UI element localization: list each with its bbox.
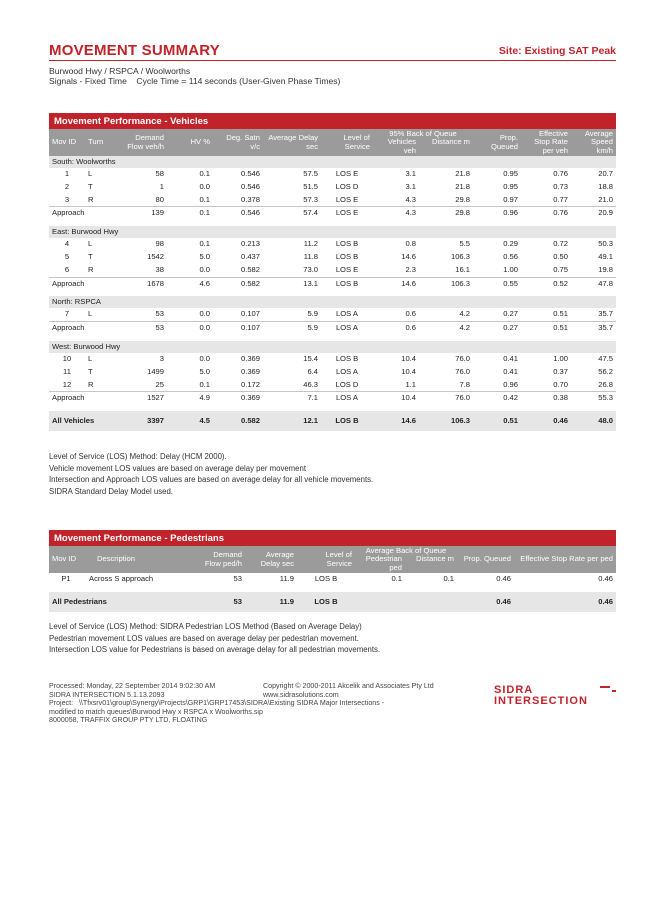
cell-demand-flow: 58 xyxy=(155,169,164,178)
location-label: Burwood Hwy / RSPCA / Woolworths xyxy=(49,66,191,76)
cell-stop-rate: 0.38 xyxy=(521,392,571,405)
cell-stop-rate: 0.70 xyxy=(553,379,568,389)
table-row xyxy=(49,181,616,194)
cell-total-pedestrian xyxy=(355,592,405,612)
logo-dash-icon xyxy=(612,690,616,692)
cell-mov-id: 7 xyxy=(64,309,70,319)
cell-demand-flow: 53 xyxy=(233,574,242,583)
cell-total-prop-queued: 0.46 xyxy=(457,592,514,612)
header-divider xyxy=(49,60,616,61)
pedestrians-header-row xyxy=(49,546,616,573)
cell-mov-id: 2 xyxy=(64,181,70,191)
col-prop-queued: Prop. Queued xyxy=(473,129,521,156)
cell-queue-vehicles: 14.6 xyxy=(373,277,419,290)
cell-hv: 0.1 xyxy=(199,169,210,178)
cell-total-stop-rate: 0.46 xyxy=(514,592,616,612)
cell-total-demand-flow: 3397 xyxy=(115,411,167,431)
footer-copyright: Copyright © 2000-2011 Akcelik and Associates Pty Ltd xyxy=(263,682,434,690)
cell-hv: 0.0 xyxy=(199,264,210,274)
cell-prop-queued: 0.95 xyxy=(503,181,518,191)
col-deg-satn: Deg. Satn v/c xyxy=(213,129,263,156)
cell-queue-vehicles: 3.1 xyxy=(405,169,416,178)
cell-stop-rate: 1.00 xyxy=(553,353,568,363)
cell-mov-id: 12 xyxy=(62,379,72,389)
approach-name: West: Burwood Hwy xyxy=(49,341,616,353)
cell-distance: 0.1 xyxy=(443,574,454,583)
col-ped-back-queue xyxy=(355,546,457,573)
col-ped-pedestrian: Pedestrian ped xyxy=(365,554,402,572)
cell-stop-rate: 0.52 xyxy=(521,277,571,290)
cell-hv: 0.1 xyxy=(199,194,210,204)
cell-los: LOS B xyxy=(335,239,359,249)
cell-avg-speed: 26.8 xyxy=(598,379,613,389)
cell-avg-speed: 35.7 xyxy=(571,322,616,335)
cell-queue-distance: 76.0 xyxy=(455,366,470,376)
cell-turn: L xyxy=(88,309,93,319)
col-ped-back-queue-title: Average Back of Queue xyxy=(365,545,447,555)
table-row xyxy=(49,379,616,392)
cell-total-avg-speed: 48.0 xyxy=(571,411,616,431)
cell-avg-speed: 20.9 xyxy=(571,207,616,220)
pedestrians-notes xyxy=(49,621,380,656)
cell-prop-queued: 0.41 xyxy=(503,366,518,376)
col-ped-description: Description xyxy=(83,546,193,573)
cell-queue-vehicles: 10.4 xyxy=(401,366,416,376)
cell-total-demand-flow: 53 xyxy=(193,592,245,612)
cell-demand-flow: 38 xyxy=(155,264,164,274)
cell-avg-delay: 7.1 xyxy=(263,392,321,405)
cell-avg-delay: 46.3 xyxy=(303,379,318,389)
cell-turn: T xyxy=(88,181,93,191)
cell-queue-vehicles: 0.8 xyxy=(405,239,416,249)
cell-queue-distance: 16.1 xyxy=(455,264,470,274)
cell-queue-vehicles: 10.4 xyxy=(401,353,416,363)
note-line: Level of Service (LOS) Method: Delay (HCM 2000). xyxy=(49,452,227,461)
vehicles-table xyxy=(49,113,616,431)
cell-queue-vehicles: 2.3 xyxy=(405,264,416,274)
logo-sidra-text: SIDRA xyxy=(494,684,534,696)
cell-mov-id: 10 xyxy=(62,353,72,363)
cell-stop-rate: 0.75 xyxy=(553,264,568,274)
approach-total-row xyxy=(49,322,616,335)
cell-prop-queued: 0.96 xyxy=(503,379,518,389)
cell-deg-satn: 0.107 xyxy=(240,309,260,319)
cell-los: LOS A xyxy=(321,322,373,335)
cell-avg-delay: 51.5 xyxy=(303,181,318,191)
cell-total-deg-satn: 0.582 xyxy=(213,411,263,431)
cell-queue-vehicles: 4.3 xyxy=(405,194,416,204)
cell-los: LOS A xyxy=(336,309,358,319)
cell-mov-id: 11 xyxy=(63,366,71,376)
page-title: MOVEMENT SUMMARY xyxy=(49,42,220,59)
cell-prop-queued: 0.27 xyxy=(473,322,521,335)
cell-total-los: LOS B xyxy=(297,592,355,612)
vehicles-notes xyxy=(49,451,373,497)
col-ped-stop-rate: Effective Stop Rate per ped xyxy=(514,546,616,573)
cell-stop-rate: 0.76 xyxy=(553,169,568,178)
cell-total-queue-distance: 106.3 xyxy=(419,411,473,431)
cell-hv: 4.9 xyxy=(167,392,213,405)
cell-avg-speed: 19.8 xyxy=(598,264,613,274)
col-ped-distance: Distance m xyxy=(416,554,454,564)
approach-total-row xyxy=(49,207,616,220)
cell-los: LOS E xyxy=(335,169,359,178)
cell-hv: 4.6 xyxy=(167,277,213,290)
cell-avg-speed: 56.2 xyxy=(598,366,613,376)
cell-avg-speed: 35.7 xyxy=(598,309,613,319)
cell-demand-flow: 1678 xyxy=(115,277,167,290)
cell-queue-distance: 106.3 xyxy=(450,251,470,261)
approach-total-row xyxy=(49,277,616,290)
cell-turn: R xyxy=(88,264,94,274)
cell-demand-flow: 53 xyxy=(155,309,164,319)
sidra-logo xyxy=(492,683,616,709)
col-los: Level of Service xyxy=(321,129,373,156)
cell-queue-distance: 21.8 xyxy=(455,181,470,191)
col-back-queue-title: 95% Back of Queue xyxy=(389,128,457,138)
cell-queue-distance: 76.0 xyxy=(419,392,473,405)
cell-avg-speed: 50.3 xyxy=(598,239,613,249)
cell-los: LOS A xyxy=(336,366,358,376)
note-line: Intersection LOS value for Pedestrians is based on average delay for all pedestrian movements. xyxy=(49,645,381,655)
cell-hv: 0.0 xyxy=(199,353,210,363)
cell-approach-label: Approach xyxy=(49,392,115,405)
pedestrians-table xyxy=(49,530,616,612)
footer-project: Project: \\Tfxsrv01\group\Synergy\Projects\GRP1\GRP17453\SIDRA\Existing SIDRA Major Intersections - xyxy=(49,699,385,708)
cell-demand-flow: 1527 xyxy=(115,392,167,405)
col-speed: Average Speed km/h xyxy=(571,129,616,156)
cell-hv: 0.0 xyxy=(199,181,210,191)
cell-total-avg-delay: 11.9 xyxy=(245,592,297,612)
col-queue-vehicles: Vehicles veh xyxy=(387,137,416,155)
cell-avg-speed: 20.7 xyxy=(598,169,613,178)
col-queue-distance: Distance m xyxy=(432,137,470,147)
cell-avg-delay: 57.3 xyxy=(303,194,318,204)
footer-processed: Processed: Monday, 22 September 2014 9:02:30 AM xyxy=(49,682,216,690)
cell-queue-vehicles: 14.6 xyxy=(401,251,416,261)
approach-name: South: Woolworths xyxy=(49,156,616,168)
cell-deg-satn: 0.546 xyxy=(240,181,260,191)
cell-hv: 0.0 xyxy=(199,309,210,319)
cell-demand-flow: 80 xyxy=(155,194,164,204)
cell-deg-satn: 0.172 xyxy=(240,379,260,389)
cell-queue-distance: 7.8 xyxy=(459,379,470,389)
cell-queue-distance: 4.2 xyxy=(419,322,473,335)
cell-los: LOS D xyxy=(335,181,359,191)
cell-demand-flow: 25 xyxy=(155,379,164,389)
cell-turn: R xyxy=(88,379,94,389)
cell-total-hv: 4.5 xyxy=(167,411,213,431)
approach-group-header xyxy=(49,156,616,168)
cell-queue-vehicles: 1.1 xyxy=(405,379,416,389)
cell-demand-flow: 1542 xyxy=(147,251,164,261)
cell-turn: L xyxy=(88,169,93,178)
table-row xyxy=(49,366,616,379)
cell-total-label: All Vehicles xyxy=(49,411,115,431)
note-line: Intersection and Approach LOS values are based on average delay for all vehicle movements. xyxy=(49,475,374,485)
cell-deg-satn: 0.369 xyxy=(240,366,260,376)
cell-avg-speed: 21.0 xyxy=(598,194,613,204)
pedestrians-table-body xyxy=(49,573,616,612)
cell-mov-id: 3 xyxy=(64,194,70,204)
cell-avg-delay: 5.9 xyxy=(263,322,321,335)
cell-mov-id: 4 xyxy=(64,239,70,249)
footer-project-cont: modified to match queues\Burwood Hwy x RSPCA x Woolworths.sip xyxy=(49,707,263,716)
col-ped-avg-delay: Average Delay sec xyxy=(245,546,297,573)
cell-description: Across S approach xyxy=(89,574,154,583)
note-line: Pedestrian movement LOS values are based on average delay per pedestrian movement. xyxy=(49,633,359,643)
cell-prop-queued: 0.27 xyxy=(503,309,518,319)
cell-prop-queued: 0.55 xyxy=(473,277,521,290)
logo-intersection-text: INTERSECTION xyxy=(494,695,588,707)
col-ped-demand: Demand Flow ped/h xyxy=(193,546,245,573)
cell-deg-satn: 0.546 xyxy=(240,169,260,178)
cell-prop-queued: 0.46 xyxy=(496,574,511,583)
signals-label: Signals - Fixed Time Cycle Time = 114 seconds (User-Given Phase Times) xyxy=(49,76,341,86)
approach-group-header xyxy=(49,341,616,353)
col-ped-mov-id: Mov ID xyxy=(49,546,83,573)
pedestrians-table-caption: Movement Performance - Pedestrians xyxy=(49,530,616,546)
cell-avg-delay: 5.9 xyxy=(307,309,318,319)
cell-deg-satn: 0.378 xyxy=(240,194,260,204)
cell-demand-flow: 53 xyxy=(115,322,167,335)
cell-queue-vehicles: 0.6 xyxy=(405,309,416,319)
table-row xyxy=(49,194,616,207)
cell-avg-speed: 18.8 xyxy=(598,181,613,191)
cell-deg-satn: 0.369 xyxy=(213,392,263,405)
cell-total-queue-vehicles: 14.6 xyxy=(373,411,419,431)
table-row xyxy=(49,251,616,264)
cell-mov-id: 6 xyxy=(64,264,70,274)
cell-approach-label: Approach xyxy=(49,207,115,220)
cell-queue-vehicles: 3.1 xyxy=(405,181,416,191)
all-pedestrians-row xyxy=(49,592,616,612)
cell-avg-speed: 49.1 xyxy=(598,251,613,261)
cell-queue-distance: 4.2 xyxy=(459,309,470,319)
table-row xyxy=(49,573,616,586)
table-row xyxy=(49,264,616,277)
cell-los: LOS B xyxy=(335,251,359,261)
cell-total-label: All Pedestrians xyxy=(49,592,193,612)
approach-name: East: Burwood Hwy xyxy=(49,226,616,238)
footer-copyright-block xyxy=(263,682,434,699)
cell-los: LOS A xyxy=(321,392,373,405)
cell-los: LOS E xyxy=(321,207,373,220)
col-avg-delay: Average Delay sec xyxy=(263,129,321,156)
cell-demand-flow: 1 xyxy=(159,181,164,191)
cell-avg-delay: 11.8 xyxy=(303,251,318,261)
cell-avg-delay: 6.4 xyxy=(307,366,318,376)
cell-approach-label: Approach xyxy=(49,322,115,335)
cell-stop-rate: 0.76 xyxy=(521,207,571,220)
approach-group-header xyxy=(49,296,616,308)
cell-approach-label: Approach xyxy=(49,277,115,290)
cell-avg-delay: 73.0 xyxy=(303,264,318,274)
col-back-queue xyxy=(373,129,473,156)
cell-queue-distance: 5.5 xyxy=(459,239,470,249)
cell-total-distance xyxy=(405,592,457,612)
cell-deg-satn: 0.546 xyxy=(213,207,263,220)
site-label: Site: Existing SAT Peak xyxy=(498,45,616,57)
cell-prop-queued: 0.41 xyxy=(503,353,518,363)
cell-prop-queued: 0.97 xyxy=(503,194,518,204)
cell-hv: 5.0 xyxy=(199,251,210,261)
cell-demand-flow: 3 xyxy=(159,353,164,363)
logo-dash-icon xyxy=(600,686,610,688)
table-row xyxy=(49,308,616,321)
cell-hv: 0.1 xyxy=(199,239,210,249)
cell-avg-delay: 15.4 xyxy=(303,353,318,363)
cell-stop-rate: 0.72 xyxy=(553,239,568,249)
footer-licence: 8000058, TRAFFIX GROUP PTY LTD, FLOATING xyxy=(49,716,208,725)
vehicles-table-body xyxy=(49,156,616,431)
col-demand: Demand Flow veh/h xyxy=(115,129,167,156)
cell-hv: 0.0 xyxy=(167,322,213,335)
cell-turn: T xyxy=(88,251,93,261)
cell-prop-queued: 1.00 xyxy=(503,264,518,274)
col-mov-id: Mov ID xyxy=(49,129,85,156)
table-row xyxy=(49,168,616,181)
cell-stop-rate: 0.51 xyxy=(521,322,571,335)
cell-deg-satn: 0.369 xyxy=(240,353,260,363)
cell-los: LOS E xyxy=(335,264,359,274)
cell-los: LOS D xyxy=(335,379,359,389)
cell-mov-id: 1 xyxy=(64,169,70,178)
cell-stop-rate: 0.73 xyxy=(553,181,568,191)
cell-demand-flow: 139 xyxy=(115,207,167,220)
cell-queue-distance: 29.8 xyxy=(455,194,470,204)
note-line: SIDRA Standard Delay Model used. xyxy=(49,486,173,496)
cell-demand-flow: 98 xyxy=(155,239,164,249)
cell-avg-speed: 47.8 xyxy=(571,277,616,290)
approach-name: North: RSPCA xyxy=(49,296,616,308)
cell-prop-queued: 0.56 xyxy=(503,251,518,261)
cell-deg-satn: 0.213 xyxy=(240,239,260,249)
table-row xyxy=(49,353,616,366)
cell-queue-distance: 29.8 xyxy=(419,207,473,220)
cell-queue-vehicles: 4.3 xyxy=(373,207,419,220)
cell-los: LOS E xyxy=(335,194,359,204)
col-hv: HV % xyxy=(167,129,213,156)
cell-queue-distance: 106.3 xyxy=(419,277,473,290)
table-row xyxy=(49,238,616,251)
cell-stop-rate: 0.51 xyxy=(553,309,568,319)
cell-turn: R xyxy=(88,194,94,204)
cell-avg-speed: 47.5 xyxy=(598,353,613,363)
approach-group-header xyxy=(49,226,616,238)
cell-total-avg-delay: 12.1 xyxy=(263,411,321,431)
cell-stop-rate: 0.77 xyxy=(553,194,568,204)
cell-turn: L xyxy=(88,239,93,249)
cell-deg-satn: 0.107 xyxy=(213,322,263,335)
cell-deg-satn: 0.582 xyxy=(213,277,263,290)
cell-deg-satn: 0.582 xyxy=(240,264,260,274)
cell-total-los: LOS B xyxy=(321,411,373,431)
cell-los: LOS B xyxy=(321,277,373,290)
cell-pedestrian: 0.1 xyxy=(391,574,402,583)
cell-turn: T xyxy=(88,366,93,376)
cell-avg-delay: 57.5 xyxy=(303,169,318,178)
cell-hv: 5.0 xyxy=(199,366,210,376)
cell-prop-queued: 0.95 xyxy=(503,169,518,178)
footer-website[interactable]: www.sidrasolutions.com xyxy=(263,690,339,699)
cell-queue-distance: 76.0 xyxy=(455,353,470,363)
cell-queue-distance: 21.8 xyxy=(455,169,470,178)
footer xyxy=(49,682,434,725)
vehicles-header-row xyxy=(49,129,616,156)
cell-stop-rate: 0.46 xyxy=(598,574,613,583)
all-vehicles-row xyxy=(49,411,616,431)
cell-deg-satn: 0.437 xyxy=(240,251,260,261)
cell-avg-delay: 57.4 xyxy=(263,207,321,220)
cell-prop-queued: 0.29 xyxy=(503,239,518,249)
cell-hv: 0.1 xyxy=(167,207,213,220)
footer-version: SIDRA INTERSECTION 5.1.13.2093 xyxy=(49,690,165,699)
col-stop-rate: Effective Stop Rate per veh xyxy=(521,129,571,156)
cell-prop-queued: 0.42 xyxy=(473,392,521,405)
col-ped-prop-queued: Prop. Queued xyxy=(457,546,514,573)
cell-turn: L xyxy=(88,353,93,363)
cell-avg-delay: 13.1 xyxy=(263,277,321,290)
cell-mov-id: 5 xyxy=(64,251,70,261)
col-ped-los: Level of Service xyxy=(297,546,355,573)
cell-los: LOS B xyxy=(335,353,359,363)
col-turn: Turn xyxy=(85,129,115,156)
cell-mov-id: P1 xyxy=(61,574,71,583)
cell-total-prop-queued: 0.51 xyxy=(473,411,521,431)
cell-hv: 0.1 xyxy=(199,379,210,389)
cell-avg-delay: 11.9 xyxy=(279,574,294,583)
cell-prop-queued: 0.96 xyxy=(473,207,521,220)
cell-queue-vehicles: 0.6 xyxy=(373,322,419,335)
cell-los: LOS B xyxy=(314,574,338,583)
cell-queue-vehicles: 10.4 xyxy=(373,392,419,405)
cell-avg-speed: 55.3 xyxy=(571,392,616,405)
approach-total-row xyxy=(49,392,616,405)
cell-stop-rate: 0.37 xyxy=(553,366,568,376)
vehicles-table-caption: Movement Performance - Vehicles xyxy=(49,113,616,129)
cell-stop-rate: 0.50 xyxy=(553,251,568,261)
cell-demand-flow: 1499 xyxy=(147,366,164,376)
cell-avg-delay: 11.2 xyxy=(303,239,318,249)
note-line: Vehicle movement LOS values are based on average delay per movement xyxy=(49,463,307,473)
cell-total-stop-rate: 0.46 xyxy=(521,411,571,431)
note-line: Level of Service (LOS) Method: SIDRA Pedestrian LOS Method (Based on Average Delay) xyxy=(49,622,362,631)
